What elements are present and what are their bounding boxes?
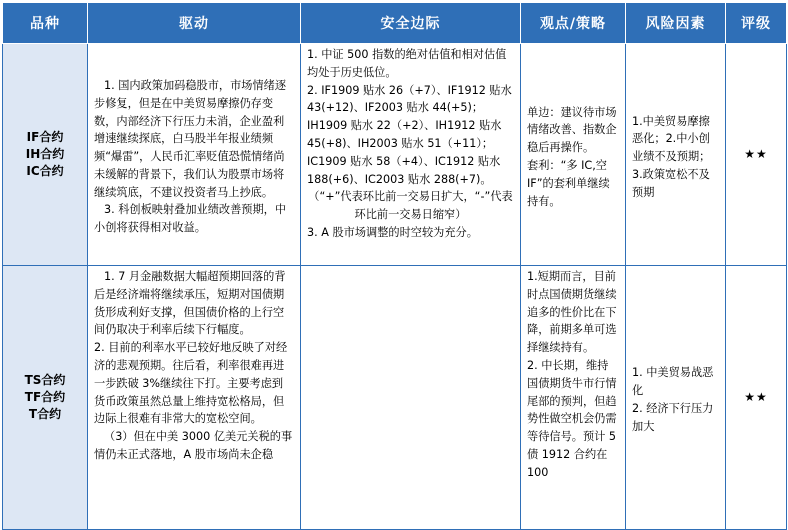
margin-paragraph: 3. A 股市场调整的时空较为充分。 <box>307 225 478 239</box>
drive-paragraph: 3. 科创板映射叠加业绩改善预期，中小创将获得相对收益。 <box>94 203 287 235</box>
header-variety: 品种 <box>3 3 88 44</box>
risk-cell <box>626 266 726 530</box>
margin-paragraph: 2. IF1909 贴水 26（+7）、IF1912 贴水 43(+12)、IF2003 贴水 44(+5)；IH1909 贴水 22（+2）、IH1912 贴水 45(+8)、IH2003 贴水 51（+11）；IC1909 贴水 58（+4）、IC1912 贴水 188(+6)、IC2003 贴水 288(+7)。 <box>307 83 512 186</box>
header-view-strategy: 观点/策略 <box>521 3 626 44</box>
drive-paragraph: 2. 目前的利率水平已较好地反映了对经济的悲观预期。往后看，利率很难再进一步跌破 3%继续往下打。主要考虑到货币政策虽然总量上维持宽松格局，但边际上很难有非常大的宽松空间。 <box>94 341 288 426</box>
strategy-cell <box>521 266 626 530</box>
drive-paragraph: （3）但在中美 3000 亿美元关税的事情仍未正式落地，A 股市场尚未企稳 <box>94 430 293 461</box>
strategy-paragraph: 1.短期而言，目前时点国债期货继续追多的性价比在下降，前期多单可选择继续持有。 <box>527 270 617 355</box>
table-row <box>3 44 787 266</box>
contract-name: TF合约 <box>24 390 66 404</box>
risk-paragraph: 1.中美贸易摩擦恶化；2.中小创业绩不及预期； <box>632 114 711 164</box>
contract-name: IF合约 <box>26 130 64 144</box>
contract-name: IH合约 <box>25 147 65 161</box>
table-row <box>3 266 787 530</box>
contract-name: TS合约 <box>24 373 66 387</box>
strategy-cell <box>521 44 626 266</box>
rating-stars: ★★ <box>726 44 787 266</box>
strategy-paragraph: 套利：“多 IC,空 IF”的套利单继续持有。 <box>527 159 610 208</box>
header-row <box>3 3 787 44</box>
margin-paragraph: 1. 中证 500 指数的绝对估值和相对估值均处于历史低位。 <box>307 48 507 79</box>
header-risk-factors: 风险因素 <box>626 3 726 44</box>
variety-cell <box>3 44 88 266</box>
contract-name: IC合约 <box>26 164 64 178</box>
risk-paragraph: 3.政策宽松不及预期 <box>632 167 710 199</box>
margin-paragraph: （“+”代表环比前一交易日扩大，“-”代表环比前一交易日缩窄） <box>308 190 513 222</box>
drivers-cell <box>88 266 301 530</box>
header-drivers: 驱动 <box>88 3 301 44</box>
strategy-paragraph: 单边：建议待市场情绪改善、指数企稳后再操作。 <box>527 105 617 155</box>
safety-margin-cell <box>301 266 521 530</box>
risk-cell <box>626 44 726 266</box>
strategy-paragraph: 2. 中长期，维持国债期货牛市行情尾部的预判，但趋势性做空机会仍需等待信号。预计 5 债 1912 合约在 100 <box>527 358 617 479</box>
drive-paragraph: 1. 7 月金融数据大幅超预期回落的背后是经济端将继续承压，短期对国债期货形成利好支撑，但国债价格的上行空间仍取决于利率后续下行幅度。 <box>94 270 286 337</box>
rating-stars: ★★ <box>726 266 787 530</box>
drive-paragraph: 1. 国内政策加码稳股市，市场情绪逐步修复，但是在中美贸易摩擦仍存变数，内部经济下行压力未消，企业盈利增速继续探底，白马股半年报业绩频频“爆雷”，人民币汇率贬值恐慌情绪尚未缓解的背景下，我们认为股票市场将继续筑底，不建议投资者马上抄底。 <box>94 78 287 199</box>
contract-name: T合约 <box>28 407 62 421</box>
header-safety-margin: 安全边际 <box>301 3 521 44</box>
futures-strategy-table <box>2 2 787 530</box>
header-rating: 评级 <box>726 3 787 44</box>
safety-margin-cell <box>301 44 521 266</box>
drivers-cell <box>88 44 301 266</box>
variety-cell <box>3 266 88 530</box>
risk-paragraph: 2. 经济下行压力加大 <box>632 402 714 433</box>
risk-paragraph: 1. 中美贸易战恶化 <box>632 366 714 398</box>
